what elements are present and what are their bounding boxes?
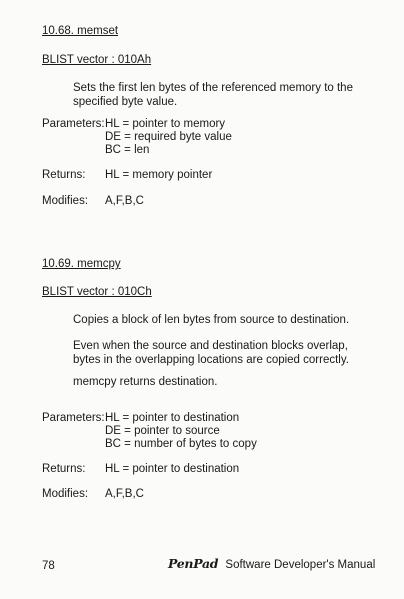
modifies-label: Modifies: — [42, 488, 89, 500]
returns-label: Returns: — [42, 169, 86, 181]
description-paragraph: Copies a block of len bytes from source to destination. — [73, 314, 350, 326]
parameters-label: Parameters: — [42, 118, 105, 130]
modifies-value: A,F,B,C — [105, 488, 144, 500]
description-paragraph: memcpy returns destination. — [73, 376, 218, 388]
parameter-line: BC = len — [105, 144, 150, 156]
manual-title: Software Developer's Manual — [225, 559, 376, 571]
parameters-label: Parameters: — [42, 412, 105, 424]
modifies-label: Modifies: — [42, 195, 89, 207]
description-paragraph: Even when the source and destination blocks overlap, bytes in the overlapping locations are copied correctly. — [73, 340, 349, 366]
blist-vector: BLIST vector : 010Ah — [42, 54, 152, 66]
returns-label: Returns: — [42, 463, 86, 475]
blist-vector: BLIST vector : 010Ch — [42, 286, 152, 298]
description-paragraph: Sets the first len bytes of the referenced memory to the specified byte value. — [73, 82, 353, 108]
section-heading: 10.69. memcpy — [42, 258, 121, 270]
parameter-line: HL = pointer to memory — [105, 118, 226, 130]
section-heading: 10.68. memset — [42, 25, 119, 37]
parameter-line: HL = pointer to destination — [105, 412, 240, 424]
parameter-line: BC = number of bytes to copy — [105, 438, 257, 450]
modifies-value: A,F,B,C — [105, 195, 144, 207]
returns-value: HL = pointer to destination — [105, 463, 240, 475]
penpad-logo: PenPad — [168, 556, 219, 571]
parameter-line: DE = pointer to source — [105, 425, 220, 437]
page-number: 78 — [42, 560, 55, 572]
footer-manual-title — [168, 557, 375, 572]
parameter-line: DE = required byte value — [105, 131, 232, 143]
returns-value: HL = memory pointer — [105, 169, 213, 181]
